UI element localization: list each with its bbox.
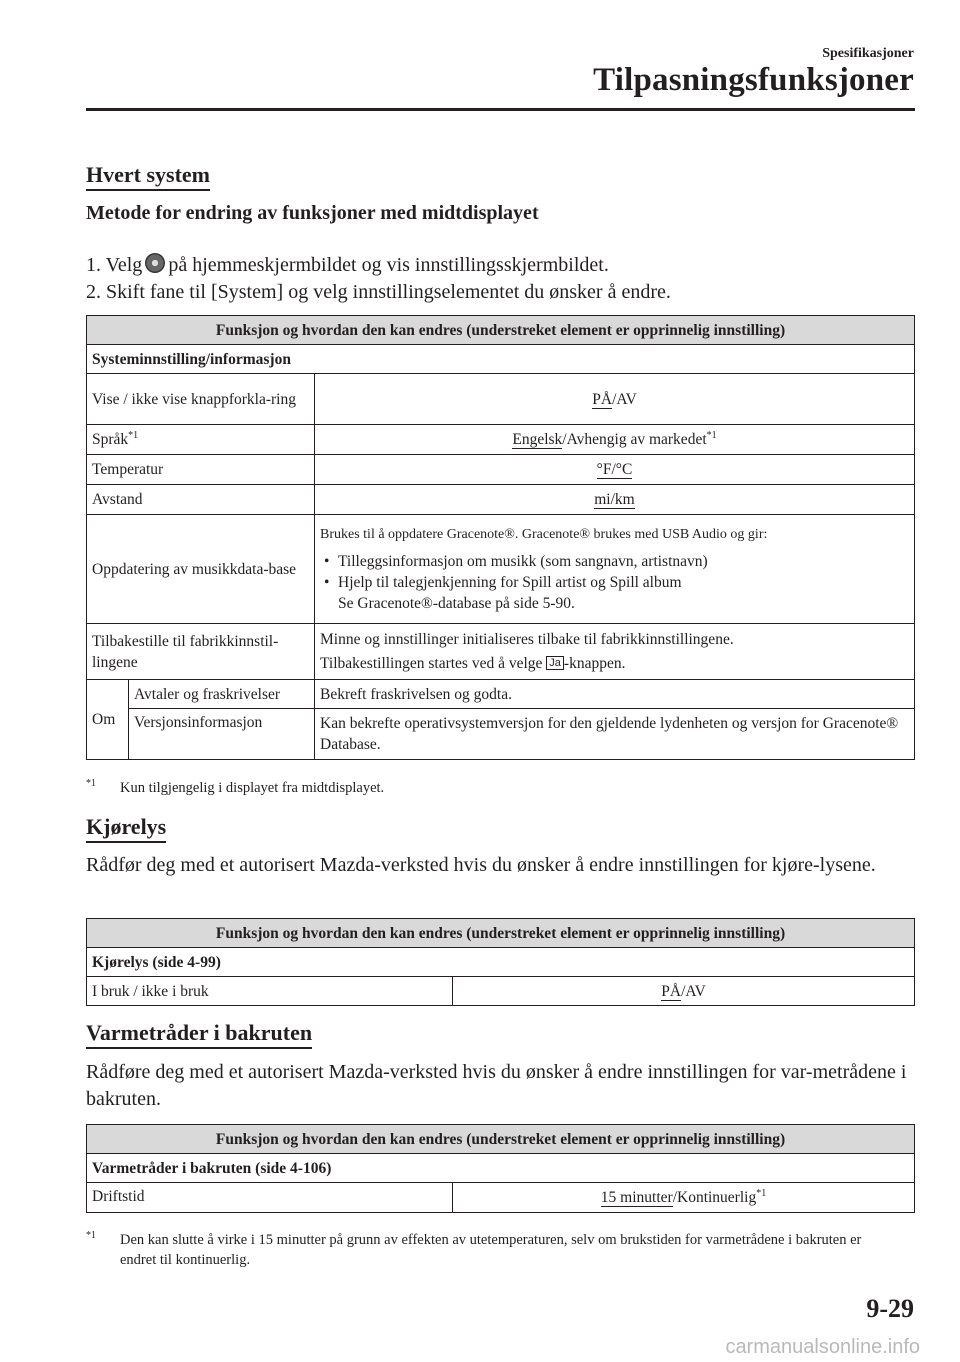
row-value-distance: mi/km bbox=[315, 485, 915, 515]
row-label-music-db: Oppdatering av musikkdata-base bbox=[87, 515, 315, 624]
settings-gear-icon bbox=[145, 253, 165, 273]
system-settings-table bbox=[86, 315, 915, 760]
row-label-distance: Avstand bbox=[87, 485, 315, 515]
row-label-version: Versjonsinformasjon bbox=[129, 709, 315, 760]
reset-line-2: Tilbakestillingen startes ved å velge Ja -knappen. bbox=[320, 655, 626, 672]
kjorelys-body: Rådfør deg med et autorisert Mazda-verksted hvis du ønsker å endre innstillingen for kjøre-lysene. bbox=[86, 854, 876, 876]
row-label-duration: Driftstid bbox=[87, 1183, 453, 1213]
header-section: Spesifikasjoner bbox=[822, 46, 914, 61]
step-2: 2. Skift fane til [System] og velg innstillingselementet du ønsker å endre. bbox=[86, 281, 671, 303]
heading-varmetrader: Varmetråder i bakruten bbox=[86, 1020, 312, 1049]
step-1 bbox=[86, 252, 609, 279]
row-label-in-use: I bruk / ikke i bruk bbox=[87, 977, 453, 1006]
row-value-buttons: PÅ/AV bbox=[315, 374, 915, 425]
row-label-temperature: Temperatur bbox=[87, 455, 315, 485]
row-value-agreements: Bekreft fraskrivelsen og godta. bbox=[315, 680, 915, 709]
row-label-reset: Tilbakestille til fabrikkinnstil-lingene bbox=[87, 624, 315, 680]
varmetrader-table bbox=[86, 1124, 915, 1213]
footnote-2: $^{*1}$ Den kan slutte å virke i 15 minutter på grunn av effekten av utetemperaturen, selv om brukstiden for varmetrådene i bakruten er endret til kontinuerlig. bbox=[86, 1230, 862, 1268]
table-section-row: Kjørelys (side 4-99) bbox=[87, 948, 915, 977]
row-label-agreements: Avtaler og fraskrivelser bbox=[129, 680, 315, 709]
music-reference: Se Gracenote®-database på side 5-90. bbox=[338, 595, 575, 612]
page-number: 9-29 bbox=[866, 1294, 914, 1323]
row-value-reset bbox=[315, 624, 915, 680]
row-value-duration: 15 minutter/Kontinuerlig$^{*1}$ bbox=[453, 1183, 915, 1213]
music-bullet-2: • Hjelp til talegjenkjenning for Spill artist og Spill album bbox=[320, 572, 909, 593]
kjorelys-table bbox=[86, 918, 915, 1006]
varmetrader-body: Rådføre deg med et autorisert Mazda-verksted hvis du ønsker å endre innstillingen for var-metrådene i bakruten. bbox=[86, 1061, 907, 1110]
row-value-language: Engelsk/Avhengig av markedet$^{*1}$ bbox=[315, 425, 915, 455]
table-section-row: Varmetråder i bakruten (side 4-106) bbox=[87, 1154, 915, 1183]
header-rule bbox=[86, 108, 915, 111]
music-bullet-1: • Tilleggsinformasjon om musikk (som sangnavn, artistnavn) bbox=[320, 551, 909, 572]
row-label-buttons: Vise / ikke vise knappforkla-ring bbox=[87, 374, 315, 425]
table-header: Funksjon og hvordan den kan endres (understreket element er opprinnelig innstilling) bbox=[87, 1125, 915, 1154]
subheading-method: Metode for endring av funksjoner med midtdisplayet bbox=[86, 202, 539, 224]
page-title: Tilpasningsfunksjoner bbox=[593, 62, 914, 98]
music-intro: Brukes til å oppdatere Gracenote®. Gracenote® brukes med USB Audio og gir: bbox=[320, 527, 768, 542]
table-header: Funksjon og hvordan den kan endres (understreket element er opprinnelig innstilling) bbox=[87, 316, 915, 345]
watermark: carmanualsonline.info bbox=[725, 1336, 920, 1358]
table-header: Funksjon og hvordan den kan endres (understreket element er opprinnelig innstilling) bbox=[87, 919, 915, 948]
heading-kjorelys: Kjørelys bbox=[86, 814, 166, 843]
row-label-about: Om bbox=[87, 680, 129, 760]
row-value-music-db bbox=[315, 515, 915, 624]
row-label-language: Språk$^{*1}$ bbox=[87, 425, 315, 455]
row-value-temperature: °F/°C bbox=[315, 455, 915, 485]
step-1-post: på hjemmeskjermbildet og vis innstillingsskjermbildet. bbox=[168, 254, 609, 276]
table-section-row: Systeminnstilling/informasjon bbox=[87, 345, 915, 374]
row-value-in-use: PÅ/AV bbox=[453, 977, 915, 1006]
step-1-pre: 1. Velg bbox=[86, 254, 143, 276]
heading-hvert-system: Hvert system bbox=[86, 162, 210, 191]
footnote-1: $^{*1}$ Kun tilgjengelig i displayet fra midtdisplayet. bbox=[86, 778, 385, 796]
reset-line-1: Minne og innstillinger initialiseres tilbake til fabrikkinnstillingene. bbox=[320, 631, 734, 648]
row-value-version: Kan bekrefte operativsystemversjon for den gjeldende lydenheten og versjon for Gracenote® Database. bbox=[315, 709, 915, 760]
ja-key-icon: Ja bbox=[546, 656, 564, 670]
